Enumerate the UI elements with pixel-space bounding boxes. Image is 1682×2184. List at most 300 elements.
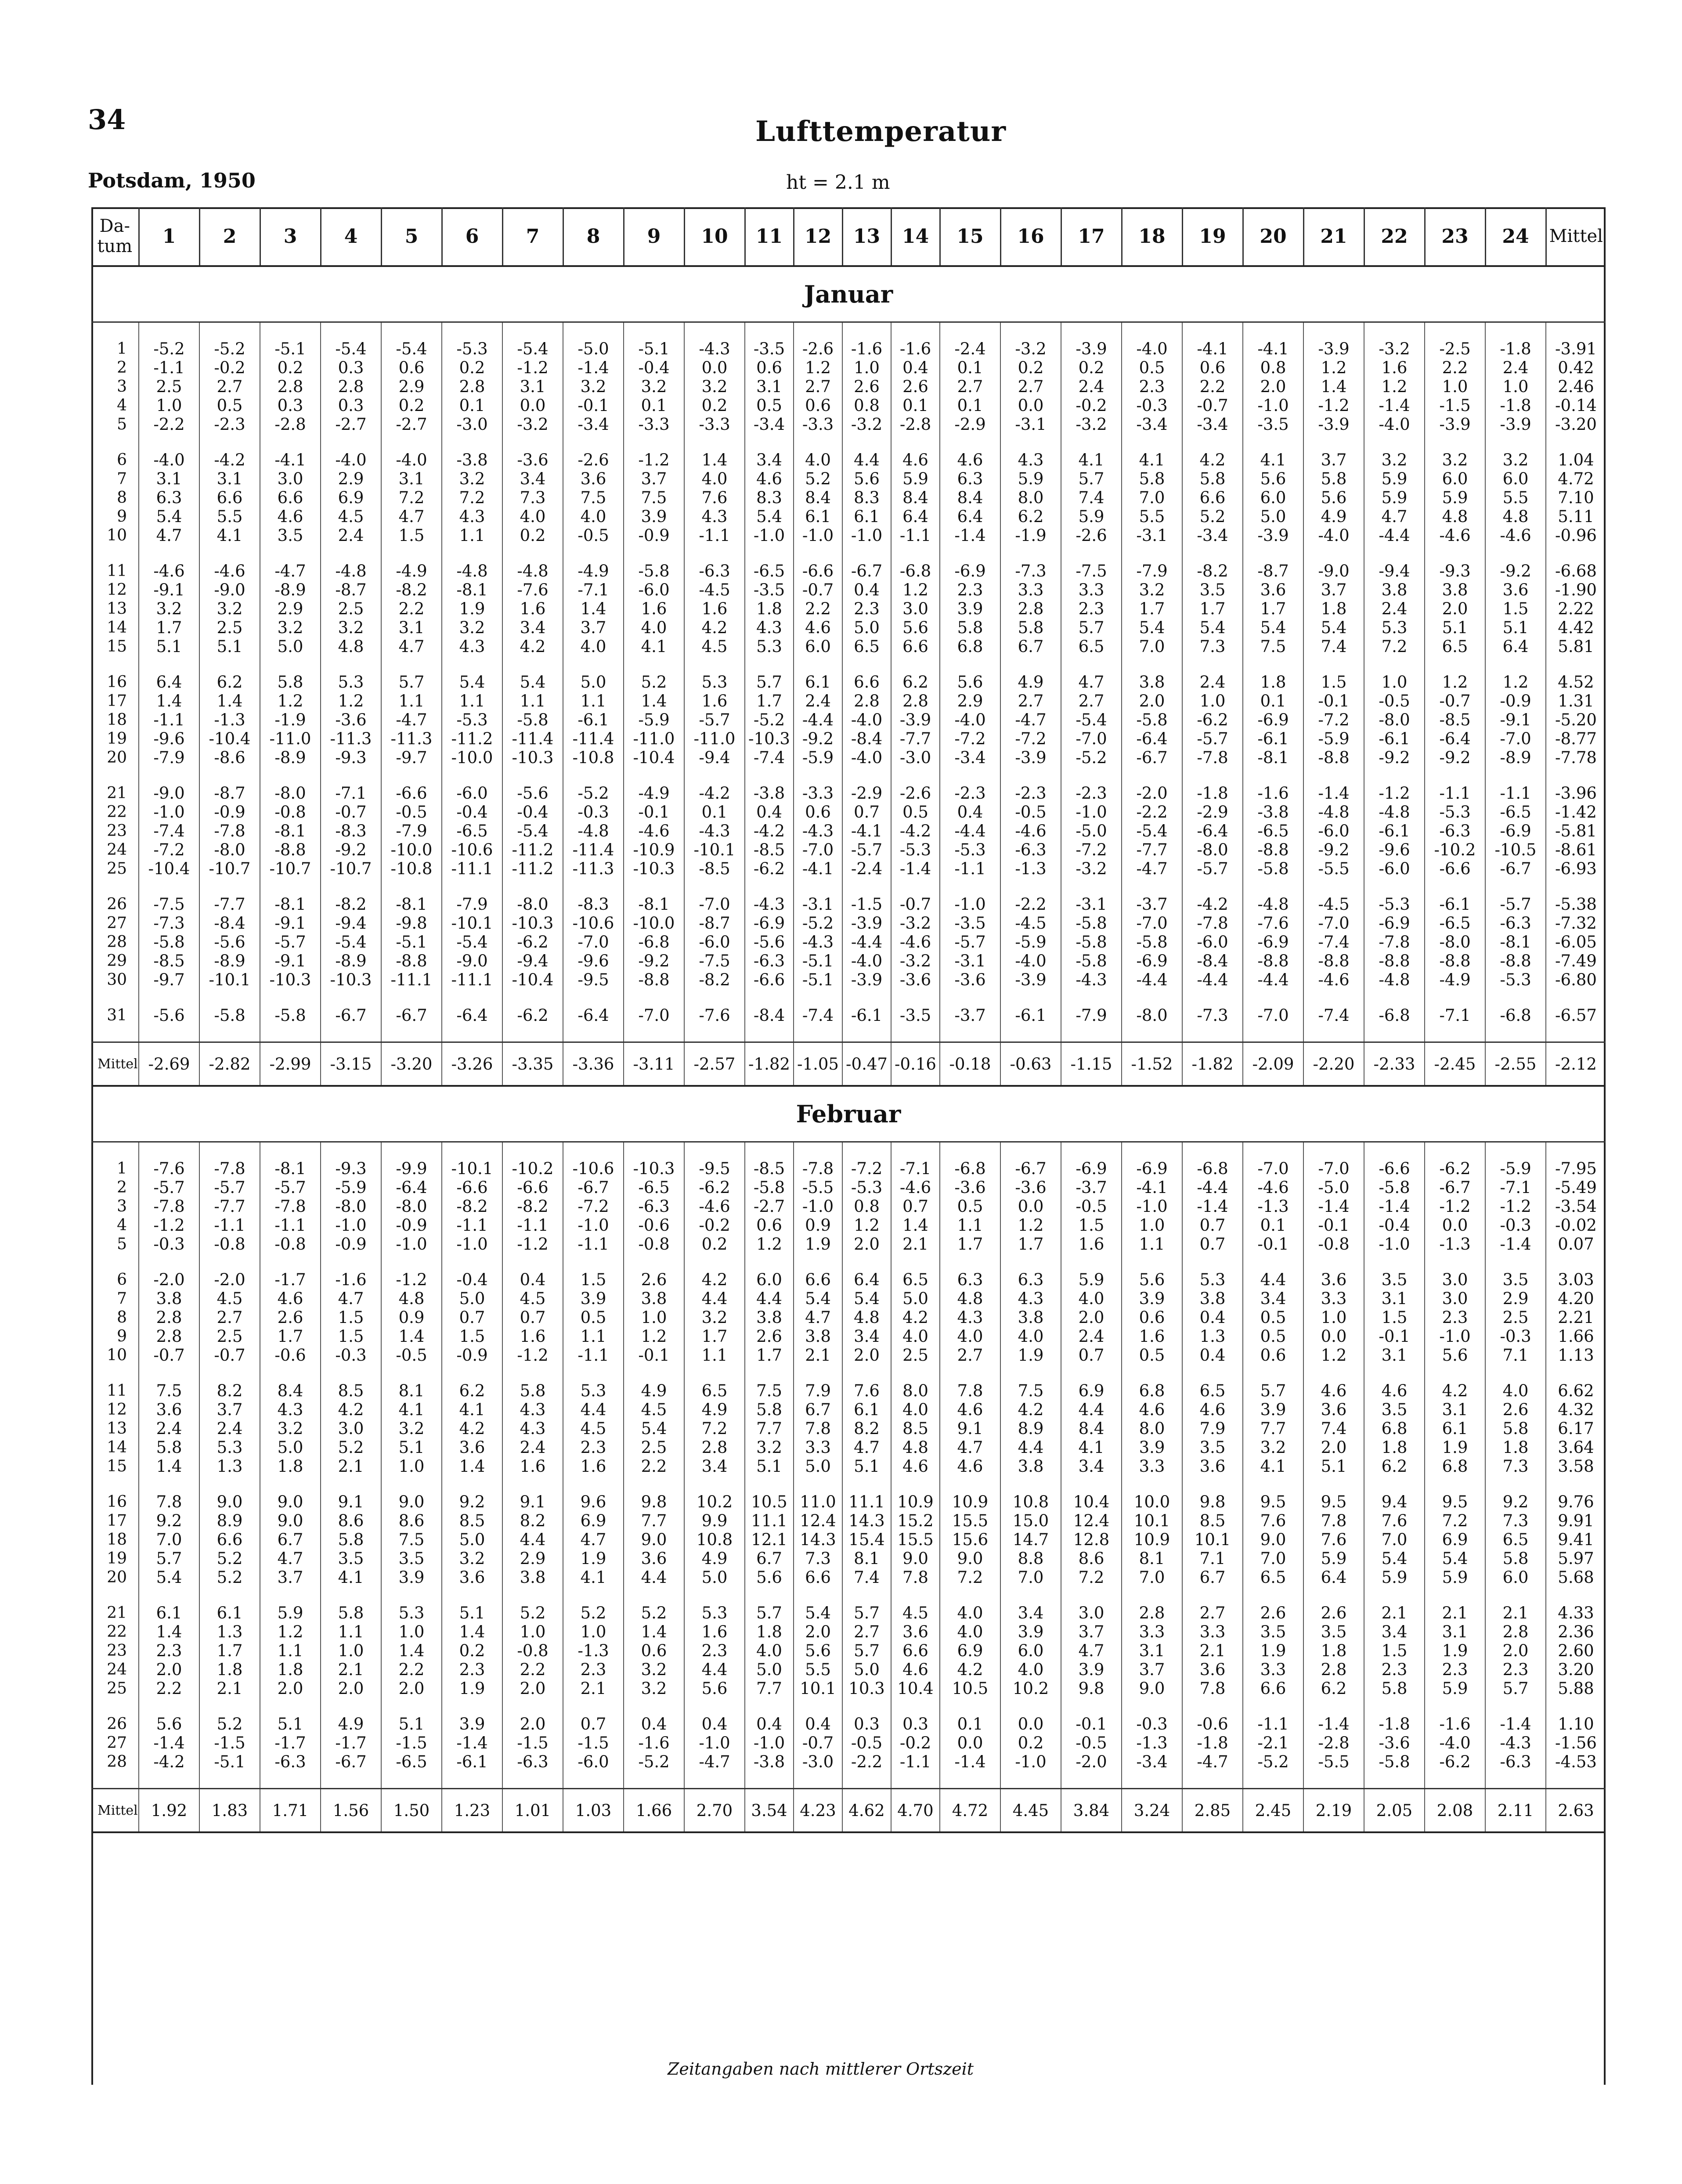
gap-cell [139, 767, 199, 784]
temp-cell: 2.5 [891, 1346, 940, 1365]
temp-cell: -0.2 [1061, 396, 1122, 415]
temp-cell: -5.8 [139, 933, 199, 951]
temp-cell: -5.2 [794, 914, 842, 933]
temp-cell: -1.6 [891, 339, 940, 358]
temp-cell: 7.8 [1182, 1679, 1243, 1698]
temp-cell: -1.2 [1303, 396, 1364, 415]
temp-cell: 5.3 [563, 1381, 624, 1400]
mean-cell: -2.20 [1303, 1042, 1364, 1086]
daily-mean-cell: -3.20 [1555, 415, 1597, 434]
gap-cell [1122, 322, 1182, 340]
temp-cell: 3.2 [684, 377, 745, 396]
gap-cell [1061, 878, 1122, 895]
temp-cell: 5.0 [891, 1289, 940, 1308]
gap-cell [1364, 1254, 1425, 1270]
temp-cell: -6.1 [1364, 729, 1425, 748]
gap-cell [1485, 1587, 1546, 1604]
temp-cell: 0.1 [940, 396, 1000, 415]
temp-cell: 1.9 [442, 599, 502, 618]
gap-cell [1061, 1025, 1122, 1042]
temp-cell: -0.9 [381, 1216, 442, 1235]
temp-cell: 7.8 [891, 1568, 940, 1587]
temp-cell: 10.2 [1000, 1679, 1061, 1698]
header-mittel: Mittel [1546, 207, 1606, 266]
temp-cell: -4.6 [624, 822, 684, 840]
mean-cell: 1.66 [624, 1789, 684, 1833]
temp-cell: 2.3 [1122, 377, 1182, 396]
temp-cell: -4.0 [842, 951, 891, 970]
temp-cell: 6.2 [199, 673, 260, 692]
temp-cell: -10.8 [563, 748, 624, 767]
temp-cell: 14.7 [1000, 1530, 1061, 1549]
temp-cell: 3.2 [442, 618, 502, 637]
gap-cell [842, 1771, 891, 1789]
temp-cell: 3.9 [940, 599, 1000, 618]
temp-cell: -9.0 [199, 580, 260, 599]
gap-cell [260, 1771, 321, 1789]
mean-cell: 1.56 [321, 1789, 381, 1833]
gap-cell [1182, 434, 1243, 450]
gap-cell [199, 878, 260, 895]
day-cell: 15 [91, 1457, 139, 1476]
temp-cell: -7.0 [1122, 914, 1182, 933]
temp-cell: 6.5 [842, 637, 891, 656]
daily-mean-cell: 2.46 [1558, 377, 1594, 396]
gap-cell [745, 656, 794, 673]
temp-cell: 7.0 [1122, 1568, 1182, 1587]
temp-cell: 5.4 [1425, 1549, 1485, 1568]
temp-cell: -7.7 [1122, 840, 1182, 859]
gap-cell [1303, 434, 1364, 450]
temp-cell: -9.5 [684, 1159, 745, 1178]
daily-mean-cell: -1.90 [1555, 580, 1597, 599]
temp-cell: -3.6 [321, 710, 381, 729]
temp-cell: -5.1 [260, 339, 321, 358]
temp-cell: 6.5 [1061, 637, 1122, 656]
gap-cell [794, 1587, 842, 1604]
day-cell: 19 [91, 729, 139, 748]
temp-cell: 1.6 [502, 1457, 563, 1476]
temp-cell: 3.6 [1303, 1270, 1364, 1289]
temp-cell: 2.3 [842, 599, 891, 618]
temp-cell: -8.1 [260, 895, 321, 914]
header-hour-4: 4 [321, 207, 381, 266]
temp-cell: 1.2 [794, 358, 842, 377]
gap-cell [1303, 1771, 1364, 1789]
temp-cell: 3.2 [745, 1438, 794, 1457]
temp-cell: -6.0 [442, 784, 502, 803]
temp-cell: 2.8 [842, 692, 891, 710]
temp-cell: -8.8 [381, 951, 442, 970]
gap-cell [1364, 656, 1425, 673]
gap-cell [624, 434, 684, 450]
gap-cell [1182, 1476, 1243, 1492]
day-cell: 3 [91, 377, 139, 396]
temp-cell: 0.6 [794, 803, 842, 822]
table-row [91, 1568, 1606, 1587]
day-cell: 11 [91, 562, 139, 580]
gap-cell [794, 1476, 842, 1492]
temp-cell: 5.8 [260, 673, 321, 692]
temp-cell: 4.7 [381, 507, 442, 526]
table-row [91, 618, 1606, 637]
header-hour-9: 9 [624, 207, 684, 266]
gap-cell [842, 878, 891, 895]
temp-cell: -6.3 [1000, 840, 1061, 859]
temp-cell: 8.1 [842, 1549, 891, 1568]
temp-cell: -4.2 [745, 822, 794, 840]
gap-cell [1425, 656, 1485, 673]
temp-cell: -6.7 [321, 1006, 381, 1025]
temp-cell: 6.1 [842, 1400, 891, 1419]
gap-cell [794, 1025, 842, 1042]
temp-cell: -10.3 [624, 859, 684, 878]
temp-cell: -8.4 [1182, 951, 1243, 970]
temp-cell: 12.1 [745, 1530, 794, 1549]
temp-cell: 3.6 [891, 1622, 940, 1641]
temp-cell: -9.4 [684, 748, 745, 767]
temp-cell: 4.0 [891, 1327, 940, 1346]
temp-cell: -3.2 [891, 914, 940, 933]
temp-cell: 1.4 [139, 1622, 199, 1641]
gap-cell [502, 767, 563, 784]
temp-cell: 1.5 [563, 1270, 624, 1289]
gap-cell [199, 434, 260, 450]
temp-cell: -3.1 [1122, 526, 1182, 545]
temp-cell: 2.9 [502, 1549, 563, 1568]
temp-cell: 1.0 [563, 1622, 624, 1641]
temp-cell: -3.9 [1425, 415, 1485, 434]
temp-cell: -1.5 [842, 895, 891, 914]
gap-cell [1425, 878, 1485, 895]
temp-cell: 8.5 [442, 1511, 502, 1530]
temp-cell: 3.2 [381, 1419, 442, 1438]
temp-cell: 10.5 [745, 1492, 794, 1511]
table-row [91, 951, 1606, 970]
temp-cell: 5.2 [502, 1604, 563, 1622]
temp-cell: -1.0 [442, 1235, 502, 1254]
day-cell: 13 [91, 599, 139, 618]
gap-cell [321, 1587, 381, 1604]
temp-cell: -4.7 [381, 710, 442, 729]
temp-cell: -6.3 [1485, 914, 1546, 933]
temp-cell: 7.2 [940, 1568, 1000, 1587]
temp-cell: 3.7 [199, 1400, 260, 1419]
temp-cell: -4.1 [1182, 339, 1243, 358]
temp-cell: -1.2 [139, 1216, 199, 1235]
temp-cell: 4.0 [1485, 1381, 1546, 1400]
temp-cell: -4.8 [1243, 895, 1303, 914]
gap-cell [1122, 1587, 1182, 1604]
temp-cell: 0.9 [794, 1216, 842, 1235]
temp-cell: 7.6 [1364, 1511, 1425, 1530]
temp-cell: -6.8 [624, 933, 684, 951]
temp-cell: -5.1 [381, 933, 442, 951]
temp-cell: 4.8 [891, 1438, 940, 1457]
temp-cell: 3.0 [260, 469, 321, 488]
mean-cell: 2.70 [684, 1789, 745, 1833]
temp-cell: -9.6 [563, 951, 624, 970]
temp-cell: -0.1 [624, 1346, 684, 1365]
temp-cell: -10.1 [684, 840, 745, 859]
temp-cell: -4.4 [1182, 1178, 1243, 1197]
temp-cell: -5.6 [502, 784, 563, 803]
temp-cell: 8.5 [1182, 1511, 1243, 1530]
mean-cell: 1.23 [442, 1789, 502, 1833]
table-row [91, 1159, 1606, 1178]
temp-cell: 2.2 [139, 1679, 199, 1698]
temp-cell: -7.0 [624, 1006, 684, 1025]
temp-cell: 4.7 [563, 1530, 624, 1549]
gap-cell [91, 989, 139, 1006]
temp-cell: -9.6 [1364, 840, 1425, 859]
gap-cell [940, 322, 1000, 340]
temp-cell: -2.4 [842, 859, 891, 878]
temp-cell: 3.2 [1364, 450, 1425, 469]
temp-cell: 8.6 [1061, 1549, 1122, 1568]
temp-cell: 2.9 [940, 692, 1000, 710]
table-row [91, 710, 1606, 729]
temp-cell: -1.7 [260, 1734, 321, 1752]
gap-cell [381, 1025, 442, 1042]
gap-cell [1243, 1476, 1303, 1492]
temp-cell: 3.4 [502, 469, 563, 488]
temp-cell: 2.7 [199, 1308, 260, 1327]
temp-cell: -3.4 [1182, 415, 1243, 434]
temp-cell: -6.5 [1243, 822, 1303, 840]
temp-cell: 6.7 [1000, 637, 1061, 656]
temp-cell: -4.3 [745, 895, 794, 914]
temp-cell: -1.2 [1485, 1197, 1546, 1216]
temp-cell: 5.6 [745, 1568, 794, 1587]
temp-cell: 0.0 [1303, 1327, 1364, 1346]
temp-cell: 0.2 [1000, 358, 1061, 377]
temp-cell: 3.3 [1303, 1289, 1364, 1308]
temp-cell: -8.1 [381, 895, 442, 914]
table-row [91, 1604, 1606, 1622]
temp-cell: -8.7 [321, 580, 381, 599]
temp-cell: -0.8 [260, 1235, 321, 1254]
temp-cell: -6.1 [442, 1752, 502, 1771]
gap-cell [321, 767, 381, 784]
table-row [91, 1308, 1606, 1327]
temp-cell: 5.4 [139, 507, 199, 526]
temp-cell: -5.1 [794, 970, 842, 989]
gap-cell [940, 878, 1000, 895]
temp-cell: 1.2 [1425, 673, 1485, 692]
table-row [91, 1346, 1606, 1365]
temp-cell: -0.7 [321, 803, 381, 822]
temp-cell: 4.9 [684, 1400, 745, 1419]
temp-cell: 11.0 [794, 1492, 842, 1511]
temp-cell: 12.4 [1061, 1511, 1122, 1530]
temp-cell: 1.2 [1364, 377, 1425, 396]
gap-cell [381, 767, 442, 784]
temp-cell: -1.5 [199, 1734, 260, 1752]
temp-cell: 14.3 [794, 1530, 842, 1549]
mean-cell: 2.08 [1425, 1789, 1485, 1833]
temp-cell: 4.3 [1000, 1289, 1061, 1308]
gap-cell [1485, 1365, 1546, 1381]
gap-cell [91, 656, 139, 673]
table-row [91, 1289, 1606, 1308]
daily-mean-cell: -5.49 [1555, 1178, 1597, 1197]
temp-cell: 4.3 [940, 1308, 1000, 1327]
temp-cell: 4.6 [260, 1289, 321, 1308]
temp-cell: -0.5 [842, 1734, 891, 1752]
temp-cell: -2.0 [1122, 784, 1182, 803]
temp-cell: 1.9 [1425, 1641, 1485, 1660]
temp-cell: 7.4 [1061, 488, 1122, 507]
temp-cell: -7.8 [139, 1197, 199, 1216]
temp-cell: -1.8 [1182, 784, 1243, 803]
temp-cell: 6.5 [1425, 637, 1485, 656]
temp-cell: 8.0 [891, 1381, 940, 1400]
temp-cell: -6.9 [940, 562, 1000, 580]
temp-cell: 10.1 [794, 1679, 842, 1698]
gap-cell [1182, 1587, 1243, 1604]
temp-cell: -7.8 [794, 1159, 842, 1178]
gap-cell [1122, 1254, 1182, 1270]
gap-cell [940, 1025, 1000, 1042]
temp-cell: -9.6 [139, 729, 199, 748]
temp-cell: 3.7 [1303, 450, 1364, 469]
mean-cell: 2.05 [1364, 1789, 1425, 1833]
gap-cell [1546, 989, 1606, 1006]
temp-cell: 3.4 [1061, 1457, 1122, 1476]
temp-cell: 1.7 [940, 1235, 1000, 1254]
temp-cell: -1.0 [745, 526, 794, 545]
temp-cell: 0.3 [321, 358, 381, 377]
temp-cell: 0.0 [940, 1734, 1000, 1752]
temp-cell: 5.1 [842, 1457, 891, 1476]
temp-cell: 2.8 [321, 377, 381, 396]
temp-cell: 4.0 [794, 450, 842, 469]
day-cell: 26 [91, 895, 139, 914]
temp-cell: 6.8 [940, 637, 1000, 656]
temp-cell: 2.2 [381, 1660, 442, 1679]
gap-cell [442, 1365, 502, 1381]
gap-cell [891, 434, 940, 450]
temp-cell: 6.3 [139, 488, 199, 507]
gap-cell [442, 434, 502, 450]
temp-cell: 1.1 [1122, 1235, 1182, 1254]
temp-cell: 3.8 [139, 1289, 199, 1308]
gap-cell [502, 656, 563, 673]
temp-cell: -5.8 [745, 1178, 794, 1197]
temp-cell: -3.1 [1000, 415, 1061, 434]
temp-cell: 9.5 [1243, 1492, 1303, 1511]
temp-cell: 0.6 [624, 1641, 684, 1660]
table-row [91, 1492, 1606, 1511]
temp-cell: 0.2 [1000, 1734, 1061, 1752]
temp-cell: 7.0 [1122, 488, 1182, 507]
gap-cell [891, 1771, 940, 1789]
temp-cell: -4.6 [1000, 822, 1061, 840]
temp-cell: -6.5 [442, 822, 502, 840]
temp-cell: 11.1 [842, 1492, 891, 1511]
day-cell: 7 [91, 469, 139, 488]
temp-cell: -7.0 [1061, 729, 1122, 748]
temp-cell: -5.2 [563, 784, 624, 803]
temp-cell: -0.4 [502, 803, 563, 822]
temp-cell: 4.1 [321, 1568, 381, 1587]
temp-cell: -7.3 [139, 914, 199, 933]
temp-cell: -1.2 [1364, 784, 1425, 803]
temp-cell: -3.0 [442, 415, 502, 434]
gap-cell [1182, 767, 1243, 784]
temp-cell: 3.5 [260, 526, 321, 545]
daily-mean-cell: 3.58 [1558, 1457, 1594, 1476]
temp-cell: 4.2 [940, 1660, 1000, 1679]
gap-cell [1000, 434, 1061, 450]
temp-cell: -6.4 [1122, 729, 1182, 748]
gap-cell [321, 1254, 381, 1270]
temp-cell: -3.2 [842, 415, 891, 434]
day-cell: 29 [91, 951, 139, 970]
gap-cell [260, 1254, 321, 1270]
day-cell: 13 [91, 1419, 139, 1438]
temp-cell: -8.8 [624, 970, 684, 989]
header-hour-18: 18 [1122, 207, 1182, 266]
temp-cell: 2.0 [1303, 1438, 1364, 1457]
temp-cell: 7.7 [745, 1679, 794, 1698]
header-hour-5: 5 [381, 207, 442, 266]
daily-mean-cell: 4.42 [1558, 618, 1594, 637]
gap-cell [891, 1698, 940, 1715]
day-cell: 19 [91, 1549, 139, 1568]
temp-cell: 0.3 [260, 396, 321, 415]
gap-cell [624, 1365, 684, 1381]
temp-cell: -6.6 [442, 1178, 502, 1197]
temp-cell: -2.8 [891, 415, 940, 434]
temp-cell: -3.4 [1122, 1752, 1182, 1771]
temp-cell: -6.1 [1425, 895, 1485, 914]
daily-mean-cell: 0.07 [1558, 1235, 1594, 1254]
gap-cell [745, 1698, 794, 1715]
gap-cell [940, 1142, 1000, 1160]
temp-cell: 2.3 [940, 580, 1000, 599]
temp-cell: 2.7 [199, 377, 260, 396]
temp-cell: -3.9 [842, 914, 891, 933]
gap-cell [624, 656, 684, 673]
temp-cell: -7.5 [684, 951, 745, 970]
temp-cell: 1.1 [563, 692, 624, 710]
temp-cell: 3.8 [1182, 1289, 1243, 1308]
table-row [91, 859, 1606, 878]
temp-cell: -10.7 [260, 859, 321, 878]
temp-cell: 8.2 [842, 1419, 891, 1438]
day-cell: 17 [91, 1511, 139, 1530]
temp-cell: 4.2 [321, 1400, 381, 1419]
temp-cell: 5.6 [1243, 469, 1303, 488]
table-row [91, 1511, 1606, 1530]
temp-cell: -1.0 [381, 1235, 442, 1254]
temp-cell: 2.5 [1485, 1308, 1546, 1327]
temp-cell: 4.2 [891, 1308, 940, 1327]
temp-cell: 0.4 [624, 1715, 684, 1734]
gap-cell [1061, 1771, 1122, 1789]
temp-cell: 3.3 [1122, 1622, 1182, 1641]
temp-cell: 3.1 [381, 618, 442, 637]
temp-cell: 0.6 [381, 358, 442, 377]
temp-cell: 5.9 [1000, 469, 1061, 488]
gap-cell [891, 767, 940, 784]
temp-cell: 7.2 [442, 488, 502, 507]
temp-cell: -7.0 [563, 933, 624, 951]
gap-cell [502, 434, 563, 450]
temp-cell: -6.4 [442, 1006, 502, 1025]
